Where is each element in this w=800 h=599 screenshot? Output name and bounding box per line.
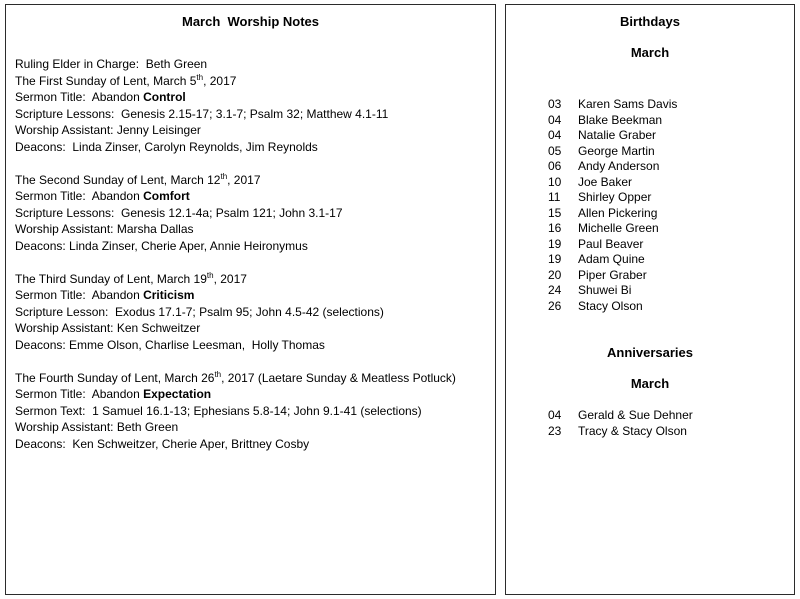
anniversary-name: Gerald & Sue Dehner: [578, 408, 693, 422]
worship-notes-panel: [5, 4, 496, 595]
birthday-row: [506, 144, 794, 160]
sermon-title-line: [15, 89, 486, 106]
sermon-title-emphasis: Criticism: [143, 288, 195, 302]
birthday-name: Allen Pickering: [578, 205, 658, 220]
birthday-name: Blake Beekman: [578, 112, 663, 127]
deacons-line: Deacons: Linda Zinser, Cherie Aper, Annie Heironymus: [15, 238, 308, 253]
birthday-name: Michelle Green: [578, 221, 659, 235]
anniversaries-title: Anniversaries: [607, 345, 693, 360]
birthday-row: [506, 190, 794, 206]
worship-assistant-line: Worship Assistant: Marsha Dallas: [15, 222, 194, 236]
birthdays-panel: [505, 4, 795, 595]
birthday-row: [506, 159, 794, 175]
date-suffix: , 2017: [213, 271, 247, 286]
date-superscript: th: [196, 72, 204, 82]
sermon-title-line: [15, 188, 486, 205]
sermon-title-emphasis: Comfort: [143, 189, 190, 203]
scripture-line: Scripture Lessons: Genesis 2.15-17; 3.1-7; Psalm 32; Matthew 4.1-11: [15, 106, 389, 121]
date-text: The Third Sunday of Lent, March 19: [15, 271, 207, 286]
date-superscript: th: [206, 270, 214, 280]
date-text: The Second Sunday of Lent, March 12: [15, 172, 221, 187]
date-text: The First Sunday of Lent, March 5: [15, 73, 197, 88]
sermon-title-text: Sermon Title: Abandon: [15, 189, 144, 203]
birthday-day: 11: [548, 190, 561, 204]
sermon-title-line: [15, 386, 486, 403]
date-superscript: th: [214, 369, 222, 379]
deacons-line: Deacons: Emme Olson, Charlise Leesman, Holly Thomas: [15, 337, 325, 352]
birthday-day: 19: [548, 252, 562, 266]
birthday-row: [506, 113, 794, 129]
sunday-date-line: [15, 73, 486, 90]
birthday-day: 26: [548, 298, 562, 313]
sermon-title-text: Sermon Title: Abandon: [15, 90, 144, 104]
birthday-name: Shirley Opper: [578, 190, 652, 204]
date-text: The Fourth Sunday of Lent, March 26: [15, 370, 215, 385]
worship-assistant-line: Worship Assistant: Jenny Leisinger: [15, 123, 201, 137]
birthdays-month: March: [630, 45, 670, 60]
anniversaries-month: March: [630, 376, 670, 391]
birthday-name: Piper Graber: [578, 267, 647, 282]
sunday-section: [15, 73, 486, 156]
birthday-row: [506, 206, 794, 222]
scripture-line: Scripture Lesson: Exodus 17.1-7; Psalm 95; John 4.5-42 (selections): [15, 304, 384, 319]
birthday-list: [506, 97, 794, 314]
birthday-day: 03: [548, 97, 562, 111]
birthday-row: [506, 252, 794, 268]
birthday-day: 15: [548, 205, 562, 220]
birthday-day: 19: [548, 236, 562, 251]
deacons-line: Deacons: Linda Zinser, Carolyn Reynolds, Jim Reynolds: [15, 139, 318, 154]
birthday-row: [506, 268, 794, 284]
scripture-line: Sermon Text: 1 Samuel 16.1-13; Ephesians 5.8-14; John 9.1-41 (selections): [15, 403, 422, 418]
birthday-row: [506, 283, 794, 299]
birthday-day: 20: [548, 267, 562, 282]
sermon-title-text: Sermon Title: Abandon: [15, 387, 144, 401]
worship-notes-body: [15, 56, 486, 452]
birthday-name: Joe Baker: [578, 174, 633, 189]
birthday-name: Paul Beaver: [578, 236, 644, 251]
sunday-date-line: [15, 172, 486, 189]
birthday-day: 16: [548, 221, 562, 235]
birthday-row: [506, 97, 794, 113]
anniversary-row: [506, 424, 794, 440]
worship-assistant-line: Worship Assistant: Beth Green: [15, 420, 179, 434]
anniversary-list: [506, 408, 794, 439]
birthday-day: 24: [548, 283, 562, 297]
scripture-line: Scripture Lessons: Genesis 12.1-4a; Psalm 121; John 3.1-17: [15, 205, 343, 220]
birthday-row: [506, 221, 794, 237]
birthday-day: 04: [548, 112, 562, 127]
birthday-day: 04: [548, 128, 562, 142]
sunday-section: [15, 271, 486, 354]
sermon-title-line: [15, 287, 486, 304]
worship-assistant-line: Worship Assistant: Ken Schweitzer: [15, 321, 201, 335]
sermon-title-emphasis: Expectation: [143, 387, 212, 401]
date-suffix: , 2017: [203, 73, 237, 88]
sermon-title-emphasis: Control: [143, 90, 186, 104]
date-suffix: , 2017 (Laetare Sunday & Meatless Potluck): [221, 370, 456, 385]
date-superscript: th: [220, 171, 228, 181]
birthday-day: 06: [548, 159, 562, 173]
anniversary-day: 23: [548, 423, 562, 438]
birthday-name: Stacy Olson: [578, 298, 643, 313]
birthday-row: [506, 128, 794, 144]
worship-notes-title: March Worship Notes: [181, 14, 319, 29]
birthday-row: [506, 299, 794, 315]
sunday-section: [15, 172, 486, 255]
birthday-name: Shuwei Bi: [578, 283, 632, 297]
sermon-title-text: Sermon Title: Abandon: [15, 288, 144, 302]
birthday-name: George Martin: [578, 143, 655, 158]
birthday-name: Adam Quine: [578, 252, 645, 266]
date-suffix: , 2017: [227, 172, 261, 187]
anniversary-row: [506, 408, 794, 424]
sunday-date-line: [15, 271, 486, 288]
ruling-elder-line: Ruling Elder in Charge: Beth Green: [15, 57, 208, 71]
birthday-row: [506, 237, 794, 253]
birthday-name: Andy Anderson: [578, 159, 660, 173]
birthday-day: 10: [548, 174, 562, 189]
anniversary-day: 04: [548, 408, 562, 422]
birthday-day: 05: [548, 143, 562, 158]
anniversary-name: Tracy & Stacy Olson: [578, 423, 687, 438]
birthday-name: Natalie Graber: [578, 128, 657, 142]
birthday-name: Karen Sams Davis: [578, 97, 678, 111]
sunday-section: [15, 370, 486, 453]
sunday-date-line: [15, 370, 486, 387]
birthdays-title: Birthdays: [620, 14, 680, 29]
deacons-line: Deacons: Ken Schweitzer, Cherie Aper, Brittney Cosby: [15, 436, 310, 451]
birthday-row: [506, 175, 794, 191]
